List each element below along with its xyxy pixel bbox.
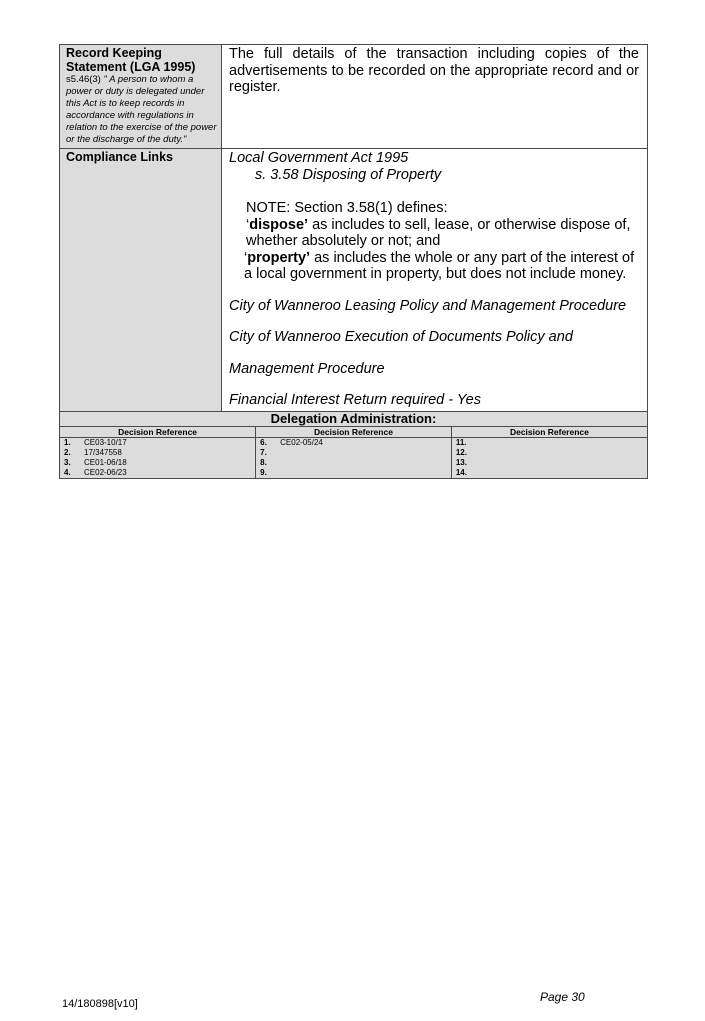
decision-ref-header [60,427,647,438]
decision-ref-value [476,468,643,478]
execution-policy-cont: Management Procedure [229,360,385,377]
decision-ref-value: CE02-06/23 [84,467,127,477]
decision-ref-header-3: Decision Reference [451,427,647,438]
decision-ref-value [280,468,447,478]
decision-ref-item [64,448,251,458]
record-keeping-text: The full details of the transaction including copies of the advertisements to be recorded on the appropriate record and or register. [229,46,639,95]
decision-ref-number: 14. [455,467,467,477]
decision-ref-header-2: Decision Reference [256,427,452,438]
compliance-label-cell [60,149,222,412]
decision-ref-number: 4. [64,467,71,477]
decision-ref-number: 3. [64,457,71,467]
compliance-row [60,149,648,412]
decision-ref-item [456,448,643,458]
statute-quote: " A person to whom a power or duty is delegated under this Act is to keep records in accordance with regulations in relation to the exercise of the power or the discharge of the duty." [66,74,217,145]
decision-ref-item [456,468,643,478]
record-keeping-label: Record Keeping Statement (LGA 1995) [66,46,196,74]
decision-ref-number: 6. [260,437,267,447]
decision-ref-value [476,438,643,448]
decision-ref-item [64,458,251,468]
record-keeping-label-cell [60,45,222,149]
delegation-admin-row [60,411,648,426]
decision-ref-number: 11. [455,437,467,447]
financial-interest: Financial Interest Return required - Yes [229,392,482,408]
decision-ref-header-1: Decision Reference [60,427,256,438]
delegation-admin-title: Delegation Administration: [60,411,648,426]
decision-ref-item [64,438,251,448]
decision-ref-item [260,448,447,458]
decision-ref-value: CE02-05/24 [280,437,323,447]
decision-ref-body [60,437,647,478]
decision-ref-number: 12. [455,447,467,457]
leasing-policy: City of Wanneroo Leasing Policy and Management Procedure [229,297,627,314]
act-section: s. 3.58 Disposing of Property [255,166,442,183]
decision-ref-col-3 [451,437,647,478]
decision-ref-value [280,448,447,458]
record-keeping-row [60,45,648,149]
act-title: Local Government Act 1995 [229,150,409,166]
statute-ref: s5.46(3) [66,74,104,85]
dispose-definition [246,217,639,250]
decision-ref-value [476,458,643,468]
decision-ref-value [280,458,447,468]
quote-mark: ‘ [244,249,248,266]
property-term: property’ [247,249,311,266]
decision-ref-item [260,438,447,448]
page-number: Page 30 [540,990,585,1004]
decision-ref-number: 7. [260,447,267,457]
decision-ref-number: 1. [64,437,71,447]
delegation-table [59,44,648,479]
quote-mark: ‘ [246,216,250,233]
note-intro: NOTE: Section 3.58(1) defines: [246,200,448,216]
decision-ref-item [260,468,447,478]
decision-ref-item [260,458,447,468]
record-keeping-content-cell [222,45,648,149]
decision-ref-row [60,426,648,478]
decision-ref-table [60,427,647,478]
decision-ref-value: CE01-06/18 [84,457,127,467]
decision-ref-number: 8. [260,457,267,467]
property-definition [244,250,639,283]
decision-ref-number: 2. [64,447,71,457]
document-id: 14/180898[v10] [62,998,138,1010]
decision-ref-value: 17/347558 [84,447,122,457]
decision-ref-item [64,468,251,478]
dispose-def: as includes to sell, lease, or otherwise dispose of, whether absolutely or not; and [246,216,631,249]
decision-ref-item [456,458,643,468]
decision-ref-col-2 [256,437,452,478]
property-def: as includes the whole or any part of the interest of a local government in property, but does not include money. [244,249,635,282]
record-keeping-statute [66,74,217,146]
decision-ref-number: 9. [260,467,267,477]
decision-ref-number: 13. [455,457,467,467]
decision-ref-item [456,438,643,448]
dispose-term: dispose’ [249,216,309,233]
decision-ref-value: CE03-10/17 [84,437,127,447]
compliance-content-cell [222,149,648,412]
definition-note [229,200,639,283]
decision-ref-value [476,448,643,458]
compliance-label: Compliance Links [66,150,173,164]
decision-ref-cell [60,426,648,478]
decision-ref-col-1 [60,437,256,478]
execution-policy: City of Wanneroo Execution of Documents Policy and [229,329,573,345]
